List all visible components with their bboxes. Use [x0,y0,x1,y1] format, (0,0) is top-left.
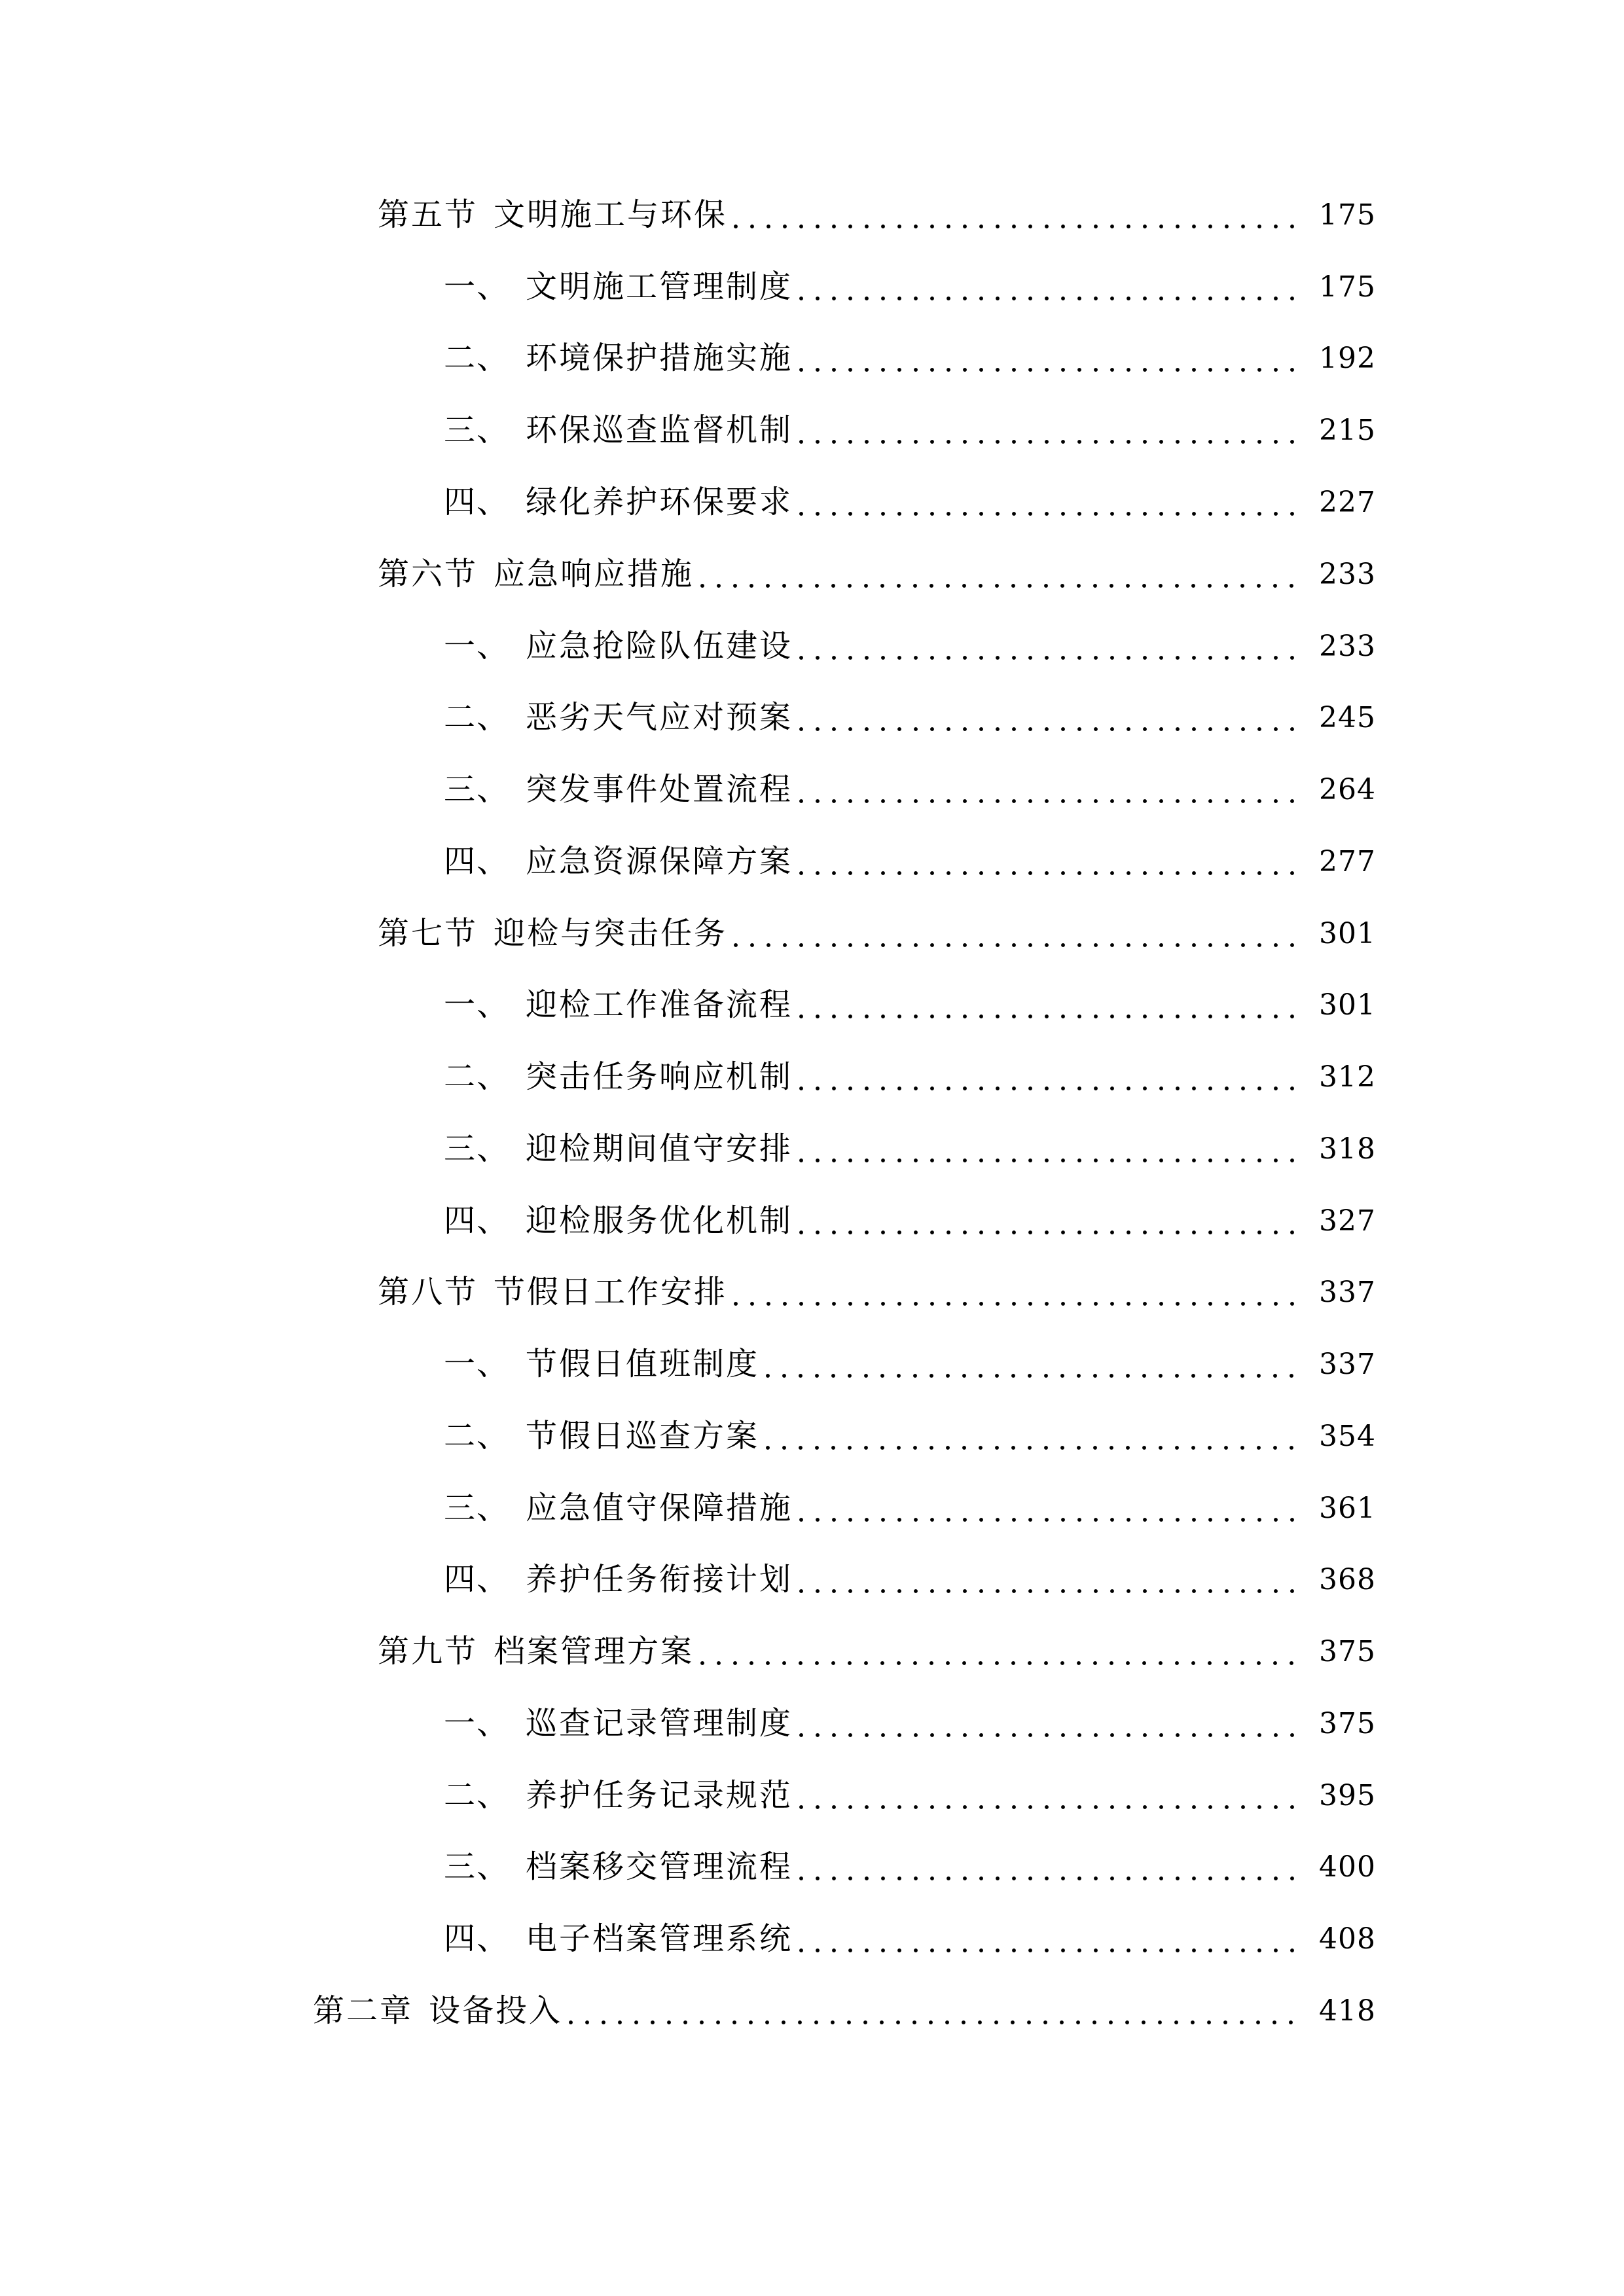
entry-page-number: 245 [1319,701,1376,734]
entry-number: 三、 [444,1132,510,1166]
entry-page-number: 354 [1319,1420,1376,1453]
entry-title: 应急响应措施 [494,557,695,592]
entry-page-number: 375 [1319,1635,1376,1668]
toc-entry-subsection[interactable] [444,986,1376,1025]
toc-entry-section[interactable] [378,1632,1376,1672]
dot-leader [799,698,1305,738]
entry-prefix: 第八节 [378,1275,478,1310]
toc-entry-subsection[interactable] [444,1058,1376,1097]
entry-page-number: 408 [1319,1922,1376,1956]
toc-entry-subsection[interactable] [444,1776,1376,1816]
dot-leader [734,1273,1305,1312]
entry-page-number: 215 [1319,414,1376,447]
dot-leader [799,1776,1305,1816]
dot-leader [734,914,1305,954]
toc-entry-subsection[interactable] [444,1202,1376,1241]
dot-leader [569,1992,1305,2031]
entry-number: 一、 [444,1347,510,1382]
dot-leader [799,411,1305,450]
dot-leader [799,1130,1305,1169]
toc-entry-subsection[interactable] [444,627,1376,666]
dot-leader [766,1345,1305,1384]
entry-prefix: 第六节 [378,557,478,592]
entry-title: 突发事件处置流程 [526,772,793,807]
toc-entry-subsection[interactable] [444,483,1376,522]
entry-title: 迎检与突击任务 [494,916,728,951]
entry-title: 环境保护措施实施 [526,341,793,376]
entry-page-number: 361 [1319,1492,1376,1525]
entry-title: 电子档案管理系统 [526,1922,793,1956]
entry-title: 绿化养护环保要求 [526,485,793,520]
toc-entry-section[interactable] [378,196,1376,235]
dot-leader [799,1920,1305,1959]
entry-number: 三、 [444,772,510,807]
entry-page-number: 264 [1319,773,1376,806]
entry-page-number: 327 [1319,1204,1376,1238]
entry-page-number: 227 [1319,486,1376,519]
dot-leader [799,770,1305,810]
toc-entry-subsection[interactable] [444,411,1376,450]
entry-number: 二、 [444,341,510,376]
entry-number: 四、 [444,485,510,520]
toc-entry-section[interactable] [378,1273,1376,1312]
entry-title: 巡查记录管理制度 [526,1706,793,1741]
dot-leader [799,1202,1305,1241]
toc-entry-subsection[interactable] [444,339,1376,378]
entry-page-number: 312 [1319,1060,1376,1094]
entry-page-number: 337 [1319,1276,1376,1309]
entry-number: 一、 [444,988,510,1022]
dot-leader [799,483,1305,522]
entry-title: 节假日巡查方案 [526,1419,760,1454]
entry-title: 应急抢险队伍建设 [526,629,793,664]
entry-page-number: 337 [1319,1348,1376,1381]
entry-title: 节假日值班制度 [526,1347,760,1382]
entry-title: 设备投入 [429,1994,563,2028]
entry-page-number: 175 [1319,270,1376,304]
entry-number: 三、 [444,1491,510,1526]
entry-title: 文明施工与环保 [494,198,728,232]
toc-entry-subsection[interactable] [444,698,1376,738]
entry-number: 四、 [444,1562,510,1597]
entry-prefix: 第七节 [378,916,478,951]
entry-page-number: 277 [1319,845,1376,878]
entry-page-number: 175 [1319,198,1376,232]
entry-title: 档案移交管理流程 [526,1850,793,1884]
entry-number: 二、 [444,1419,510,1454]
entry-page-number: 301 [1319,917,1376,950]
entry-title: 养护任务记录规范 [526,1778,793,1813]
toc-entry-subsection[interactable] [444,1848,1376,1887]
toc-entry-subsection[interactable] [444,1489,1376,1528]
entry-page-number: 368 [1319,1563,1376,1596]
entry-title: 节假日工作安排 [494,1275,728,1310]
entry-title: 文明施工管理制度 [526,270,793,304]
dot-leader [799,1704,1305,1744]
entry-prefix: 第二章 [313,1994,414,2028]
entry-number: 一、 [444,1706,510,1741]
toc-entry-subsection[interactable] [444,1704,1376,1744]
entry-prefix: 第九节 [378,1634,478,1669]
toc-entry-chapter[interactable] [313,1992,1376,2031]
toc-entry-subsection[interactable] [444,842,1376,882]
entry-page-number: 395 [1319,1779,1376,1812]
dot-leader [799,842,1305,882]
toc-entry-subsection[interactable] [444,1417,1376,1456]
entry-title: 迎检工作准备流程 [526,988,793,1022]
dot-leader [799,1058,1305,1097]
entry-title: 迎检期间值守安排 [526,1132,793,1166]
entry-title: 突击任务响应机制 [526,1060,793,1094]
entry-number: 四、 [444,1204,510,1238]
entry-number: 三、 [444,1850,510,1884]
entry-title: 养护任务衔接计划 [526,1562,793,1597]
toc-entry-subsection[interactable] [444,268,1376,307]
dot-leader [799,1848,1305,1887]
dot-leader [700,555,1305,594]
entry-title: 应急值守保障措施 [526,1491,793,1526]
entry-page-number: 192 [1319,342,1376,375]
entry-number: 一、 [444,629,510,664]
dot-leader [799,339,1305,378]
entry-page-number: 375 [1319,1707,1376,1740]
entry-page-number: 233 [1319,630,1376,663]
dot-leader [734,196,1305,235]
toc-entry-subsection[interactable] [444,770,1376,810]
toc-entry-subsection[interactable] [444,1130,1376,1169]
dot-leader [700,1632,1305,1672]
entry-number: 四、 [444,1922,510,1956]
entry-title: 档案管理方案 [494,1634,695,1669]
dot-leader [766,1417,1305,1456]
entry-title: 迎检服务优化机制 [526,1204,793,1238]
entry-page-number: 400 [1319,1850,1376,1884]
entry-title: 恶劣天气应对预案 [526,700,793,735]
entry-title: 环保巡查监督机制 [526,413,793,448]
entry-number: 二、 [444,700,510,735]
toc-entry-subsection[interactable] [444,1920,1376,1959]
entry-prefix: 第五节 [378,198,478,232]
entry-page-number: 418 [1319,1994,1376,2028]
toc-entry-section[interactable] [378,914,1376,954]
dot-leader [799,627,1305,666]
entry-number: 一、 [444,270,510,304]
entry-page-number: 233 [1319,558,1376,591]
entry-number: 三、 [444,413,510,448]
entry-number: 四、 [444,844,510,879]
toc-entry-section[interactable] [378,555,1376,594]
entry-number: 二、 [444,1060,510,1094]
entry-page-number: 301 [1319,988,1376,1022]
dot-leader [799,986,1305,1025]
toc-entry-subsection[interactable] [444,1560,1376,1600]
dot-leader [799,1489,1305,1528]
entry-page-number: 318 [1319,1132,1376,1166]
dot-leader [799,1560,1305,1600]
toc-entry-subsection[interactable] [444,1345,1376,1384]
entry-number: 二、 [444,1778,510,1813]
dot-leader [799,268,1305,307]
entry-title: 应急资源保障方案 [526,844,793,879]
